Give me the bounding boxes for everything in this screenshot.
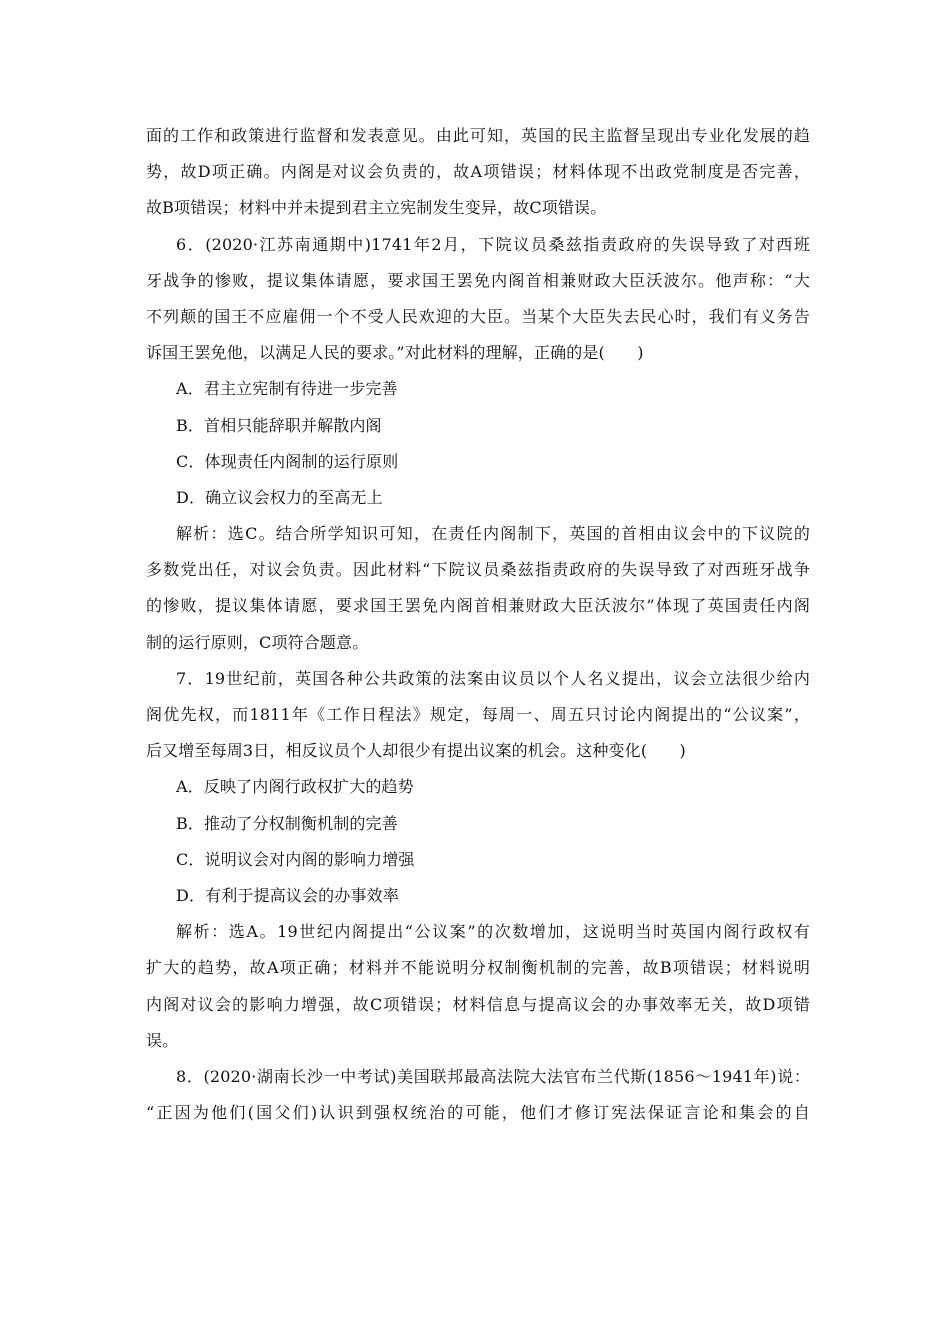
- option-a: A．反映了内阁行政权扩大的趋势: [176, 777, 414, 797]
- option-b: B．首相只能辞职并解散内阁: [176, 415, 382, 435]
- text-line: 诉国王罢免他，以满足人民的要求。”对此材料的理解，正确的是( ): [146, 343, 644, 363]
- question-6-stem: 6．(2020·江苏南通期中)1741年2月，下院议员桑兹指责政府的失误导致了对西班: [176, 234, 810, 254]
- answer-analysis: 解析：选A。19世纪内阁提出“公议案”的次数增加，这说明当时英国内阁行政权有: [176, 922, 810, 942]
- text-line: 误。: [146, 1030, 179, 1050]
- text-line: 后又增至每周3日，相反议员个人却很少有提出议案的机会。这种变化( ): [146, 741, 686, 761]
- question-7-stem: 7．19世纪前，英国各种公共政策的法案由议员以个人名义提出，议会立法很少给内: [176, 668, 810, 688]
- text-line: 多数党出任，对议会负责。因此材料“下院议员桑兹指责政府的失误导致了对西班牙战争: [146, 560, 810, 580]
- text-line: 势，故D项正确。内阁是对议会负责的，故A项错误；材料体现不出政党制度是否完善，: [146, 162, 810, 182]
- text-line: 制的运行原则，C项符合题意。: [146, 632, 369, 652]
- text-line: 的惨败，提议集体请愿，要求国王罢免内阁首相兼财政大臣沃波尔”体现了英国责任内阁: [146, 596, 810, 616]
- document-body: [146, 118, 810, 1131]
- text-line: 内阁对议会的影响力增强，故C项错误；材料信息与提高议会的办事效率无关，故D项错: [146, 994, 810, 1014]
- option-d: D．确立议会权力的至高无上: [176, 487, 383, 507]
- text-line: 不列颠的国王不应雇佣一个不受人民欢迎的大臣。当某个大臣失去民心时，我们有义务告: [146, 306, 810, 326]
- text-line: 面的工作和政策进行监督和发表意见。由此可知，英国的民主监督呈现出专业化发展的趋: [146, 126, 810, 145]
- option-a: A．君主立宪制有待进一步完善: [176, 379, 398, 399]
- text-line: 牙战争的惨败，提议集体请愿，要求国王罢免内阁首相兼财政大臣沃波尔。他声称：“大: [146, 270, 810, 290]
- text-line: 阁优先权，而1811年《工作日程法》规定，每周一、周五只讨论内阁提出的“公议案”，: [146, 705, 810, 724]
- text-line: 扩大的趋势，故A项正确；材料并不能说明分权制衡机制的完善，故B项错误；材料说明: [146, 958, 810, 978]
- option-c: C．说明议会对内阁的影响力增强: [176, 849, 415, 869]
- option-d: D．有利于提高议会的办事效率: [176, 885, 399, 905]
- option-c: C．体现责任内阁制的运行原则: [176, 451, 399, 471]
- question-8-stem: 8．(2020·湖南长沙一中考试)美国联邦最高法院大法官布兰代斯(1856～1941年)说：: [176, 1066, 810, 1086]
- text-line: “正因为他们(国父们)认识到强权统治的可能，他们才修订宪法保证言论和集会的自: [146, 1103, 810, 1123]
- option-b: B．推动了分权制衡机制的完善: [176, 813, 398, 833]
- text-line: 故B项错误；材料中并未提到君主立宪制发生变异，故C项错误。: [146, 198, 607, 218]
- answer-analysis: 解析：选C。结合所学知识可知，在责任内阁制下，英国的首相由议会中的下议院的: [176, 524, 810, 544]
